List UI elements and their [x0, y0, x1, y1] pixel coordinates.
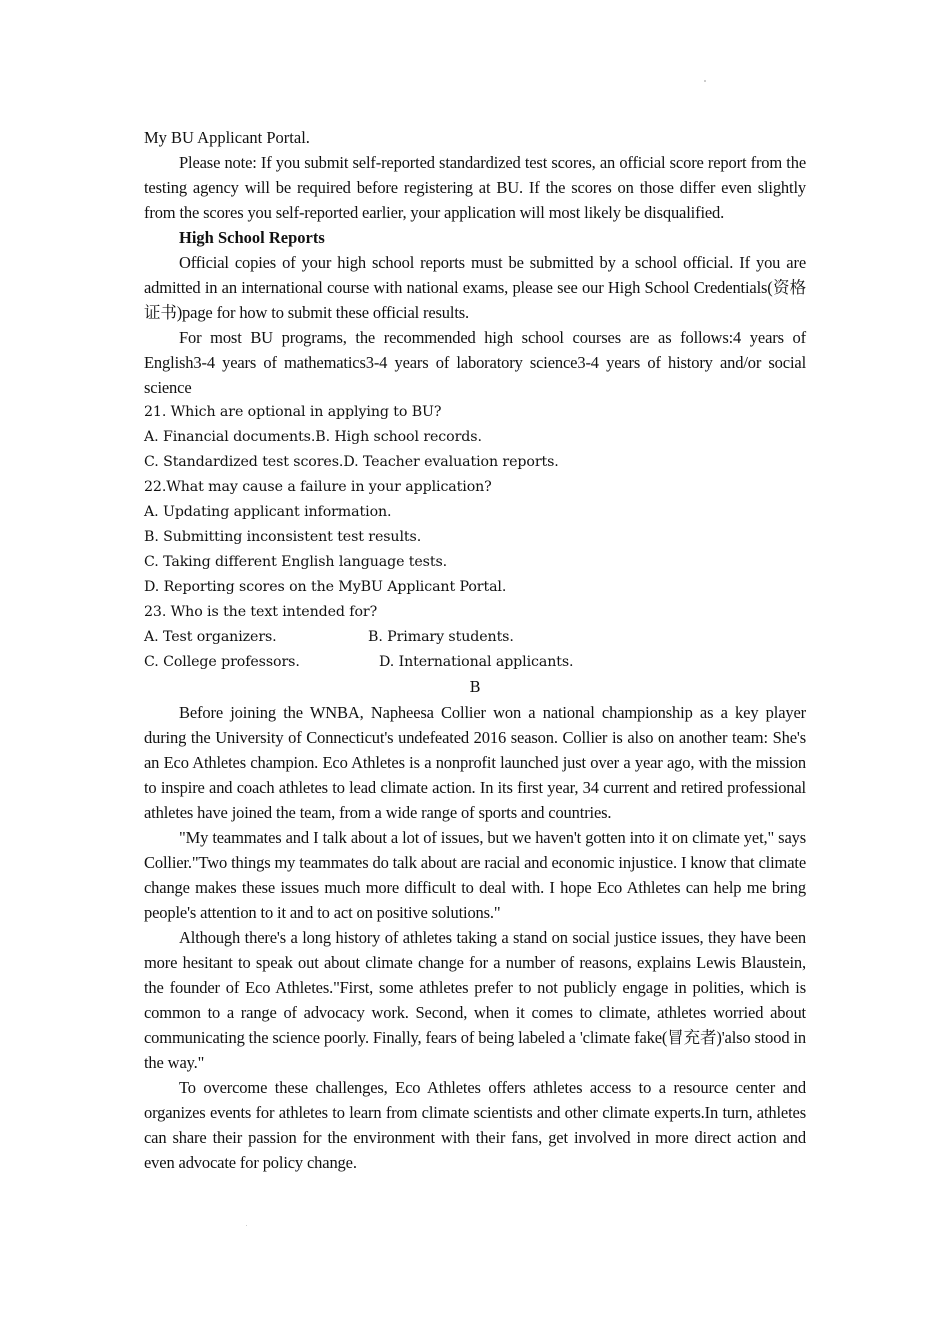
option-d: D. International applicants. [379, 654, 574, 670]
section-heading-high-school-reports: High School Reports [179, 228, 325, 247]
courses-paragraph: For most BU programs, the recommended high school courses are as follows:4 years of English3-4 years of mathematics3-4 years of laboratory science3-4 years of history and/or social science [144, 328, 806, 397]
option-line: C. Taking different English language tests. [144, 554, 448, 570]
passage-b-paragraph: To overcome these challenges, Eco Athletes offers athletes access to a resource center and organizes events for athletes to learn from climate scientists and other climate experts.In turn, athletes can share their passion for the environment with their fans, get involved in more direct action and even advocate for policy change. [144, 1078, 806, 1172]
option-b: B. Primary students. [368, 629, 514, 645]
option-row [144, 625, 806, 650]
option-line: A. Financial documents.B. High school records. [144, 429, 482, 445]
passage-b-paragraph: Although there's a long history of athletes taking a stand on social justice issues, they have been more hesitant to speak out about climate change for a number of reasons, explains Lewis Blaustein, the founder of Eco Athletes."First, some athletes prefer to not publicly engage in polities, which is common to a range of advocacy work. Second, when it comes to climate, athletes worried about communicating the science poorly. Finally, fears of being labeled a 'climate fake(冒充者)'also stood in the way." [144, 928, 806, 1072]
option-line: D. Reporting scores on the MyBU Applicant Portal. [144, 579, 507, 595]
question-stem: 21. Which are optional in applying to BU? [144, 404, 442, 420]
option-a: A. Test organizers. [144, 629, 277, 645]
continued-line: My BU Applicant Portal. [144, 128, 310, 147]
option-line: A. Updating applicant information. [144, 504, 392, 520]
note-paragraph: Please note: If you submit self-reported standardized test scores, an official score report from the testing agency will be required before registering at BU. If the scores on those differ even slightly from the scores you self-reported earlier, your application will most likely be disqualified. [144, 153, 806, 222]
option-row [144, 650, 806, 675]
option-line: B. Submitting inconsistent test results. [144, 529, 422, 545]
question-23 [144, 600, 806, 675]
reports-paragraph: Official copies of your high school reports must be submitted by a school official. If you are admitted in an international course with national exams, please see our High School Credentials(资格证书)page for how to submit these official results. [144, 253, 806, 322]
exam-page [144, 125, 806, 1175]
option-c: C. College professors. [144, 654, 300, 670]
option-line: C. Standardized test scores.D. Teacher evaluation reports. [144, 454, 559, 470]
passage-b-paragraph: Before joining the WNBA, Napheesa Collier won a national championship as a key player during the University of Connecticut's undefeated 2016 season. Collier is also on another team: She's an Eco Athletes champion. Eco Athletes is a nonprofit launched just over a year ago, with the mission to inspire and coach athletes to lead climate action. In its first year, 34 current and retired professional athletes have joined the team, from a wide range of sports and countries. [144, 703, 806, 822]
section-letter-b: B [469, 678, 481, 696]
question-22 [144, 475, 806, 600]
question-stem: 22.What may cause a failure in your application? [144, 479, 492, 495]
page-speck-top [704, 80, 706, 82]
question-stem: 23. Who is the text intended for? [144, 604, 378, 620]
page-speck-bottom [246, 1225, 247, 1226]
passage-b-paragraph: "My teammates and I talk about a lot of issues, but we haven't gotten into it on climate yet," says Collier."Two things my teammates do talk about are racial and economic injustice. I know that climate change makes these issues much more difficult to deal with. I hope Eco Athletes can help me bring people's attention to it and to act on positive solutions." [144, 828, 806, 922]
question-21 [144, 400, 806, 475]
